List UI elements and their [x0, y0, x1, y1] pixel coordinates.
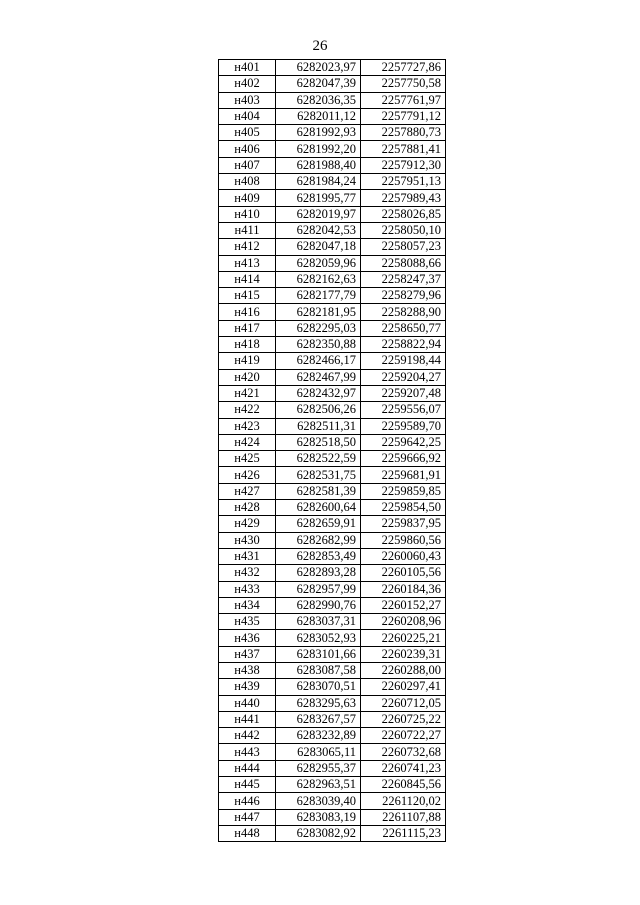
y-coordinate-cell: 2257761,97: [361, 92, 446, 108]
x-coordinate-cell: 6283039,40: [276, 793, 361, 809]
y-coordinate-cell: 2259207,48: [361, 385, 446, 401]
point-id-cell: н430: [219, 532, 276, 548]
table-row: [219, 451, 446, 467]
y-coordinate-cell: 2259860,56: [361, 532, 446, 548]
page-number: 26: [312, 38, 328, 54]
x-coordinate-cell: 6282162,63: [276, 271, 361, 287]
table-row: [219, 516, 446, 532]
point-id-cell: н445: [219, 777, 276, 793]
x-coordinate-cell: 6283087,58: [276, 662, 361, 678]
x-coordinate-cell: 6282350,88: [276, 337, 361, 353]
point-id-cell: н412: [219, 239, 276, 255]
x-coordinate-cell: 6282432,97: [276, 385, 361, 401]
x-coordinate-cell: 6281992,20: [276, 141, 361, 157]
table-row: [219, 190, 446, 206]
table-row: [219, 402, 446, 418]
table-row: [219, 614, 446, 630]
x-coordinate-cell: 6281995,77: [276, 190, 361, 206]
table-row: [219, 744, 446, 760]
x-coordinate-cell: 6282019,97: [276, 206, 361, 222]
x-coordinate-cell: 6282518,50: [276, 434, 361, 450]
x-coordinate-cell: 6282011,12: [276, 108, 361, 124]
point-id-cell: н423: [219, 418, 276, 434]
x-coordinate-cell: 6281984,24: [276, 174, 361, 190]
y-coordinate-cell: 2260152,27: [361, 597, 446, 613]
y-coordinate-cell: 2260288,00: [361, 662, 446, 678]
point-id-cell: н418: [219, 337, 276, 353]
y-coordinate-cell: 2258247,37: [361, 271, 446, 287]
point-id-cell: н419: [219, 353, 276, 369]
y-coordinate-cell: 2260184,36: [361, 581, 446, 597]
y-coordinate-cell: 2259642,25: [361, 434, 446, 450]
table-row: [219, 174, 446, 190]
y-coordinate-cell: 2257727,86: [361, 60, 446, 76]
table-row: [219, 222, 446, 238]
y-coordinate-cell: 2258288,90: [361, 304, 446, 320]
y-coordinate-cell: 2260845,56: [361, 777, 446, 793]
point-id-cell: н434: [219, 597, 276, 613]
y-coordinate-cell: 2259204,27: [361, 369, 446, 385]
y-coordinate-cell: 2258088,66: [361, 255, 446, 271]
y-coordinate-cell: 2259666,92: [361, 451, 446, 467]
x-coordinate-cell: 6282853,49: [276, 548, 361, 564]
table-row: [219, 760, 446, 776]
y-coordinate-cell: 2257989,43: [361, 190, 446, 206]
x-coordinate-cell: 6283083,19: [276, 809, 361, 825]
x-coordinate-cell: 6283052,93: [276, 630, 361, 646]
y-coordinate-cell: 2258279,96: [361, 288, 446, 304]
x-coordinate-cell: 6282955,37: [276, 760, 361, 776]
table-row: [219, 385, 446, 401]
x-coordinate-cell: 6283101,66: [276, 646, 361, 662]
table-row: [219, 418, 446, 434]
table-row: [219, 695, 446, 711]
table-row: [219, 255, 446, 271]
y-coordinate-cell: 2260105,56: [361, 565, 446, 581]
table-row: [219, 777, 446, 793]
table-row: [219, 809, 446, 825]
table-row: [219, 239, 446, 255]
y-coordinate-cell: 2261120,02: [361, 793, 446, 809]
point-id-cell: н410: [219, 206, 276, 222]
table-row: [219, 548, 446, 564]
table-row: [219, 679, 446, 695]
x-coordinate-cell: 6282059,96: [276, 255, 361, 271]
x-coordinate-cell: 6282181,95: [276, 304, 361, 320]
point-id-cell: н429: [219, 516, 276, 532]
table-row: [219, 467, 446, 483]
point-id-cell: н446: [219, 793, 276, 809]
table-row: [219, 353, 446, 369]
y-coordinate-cell: 2257880,73: [361, 125, 446, 141]
point-id-cell: н441: [219, 711, 276, 727]
point-id-cell: н411: [219, 222, 276, 238]
y-coordinate-cell: 2261115,23: [361, 825, 446, 841]
point-id-cell: н432: [219, 565, 276, 581]
table-row: [219, 288, 446, 304]
y-coordinate-cell: 2258050,10: [361, 222, 446, 238]
y-coordinate-cell: 2257881,41: [361, 141, 446, 157]
x-coordinate-cell: 6282023,97: [276, 60, 361, 76]
point-id-cell: н439: [219, 679, 276, 695]
point-id-cell: н443: [219, 744, 276, 760]
x-coordinate-cell: 6281992,93: [276, 125, 361, 141]
y-coordinate-cell: 2259837,95: [361, 516, 446, 532]
y-coordinate-cell: 2259681,91: [361, 467, 446, 483]
y-coordinate-cell: 2260712,05: [361, 695, 446, 711]
table-row: [219, 597, 446, 613]
x-coordinate-cell: 6282659,91: [276, 516, 361, 532]
y-coordinate-cell: 2259859,85: [361, 483, 446, 499]
table-row: [219, 92, 446, 108]
x-coordinate-cell: 6281988,40: [276, 157, 361, 173]
x-coordinate-cell: 6283082,92: [276, 825, 361, 841]
point-id-cell: н447: [219, 809, 276, 825]
point-id-cell: н440: [219, 695, 276, 711]
point-id-cell: н431: [219, 548, 276, 564]
x-coordinate-cell: 6283070,51: [276, 679, 361, 695]
y-coordinate-cell: 2260732,68: [361, 744, 446, 760]
point-id-cell: н436: [219, 630, 276, 646]
point-id-cell: н421: [219, 385, 276, 401]
x-coordinate-cell: 6282511,31: [276, 418, 361, 434]
table-row: [219, 500, 446, 516]
table-row: [219, 793, 446, 809]
y-coordinate-cell: 2257951,13: [361, 174, 446, 190]
point-id-cell: н420: [219, 369, 276, 385]
table-row: [219, 711, 446, 727]
table-row: [219, 76, 446, 92]
point-id-cell: н433: [219, 581, 276, 597]
y-coordinate-cell: 2258057,23: [361, 239, 446, 255]
table-row: [219, 434, 446, 450]
y-coordinate-cell: 2260725,22: [361, 711, 446, 727]
x-coordinate-cell: 6282893,28: [276, 565, 361, 581]
table-row: [219, 369, 446, 385]
point-id-cell: н409: [219, 190, 276, 206]
point-id-cell: н401: [219, 60, 276, 76]
table-row: [219, 125, 446, 141]
table-row: [219, 141, 446, 157]
point-id-cell: н405: [219, 125, 276, 141]
table-row: [219, 728, 446, 744]
point-id-cell: н438: [219, 662, 276, 678]
point-id-cell: н413: [219, 255, 276, 271]
point-id-cell: н407: [219, 157, 276, 173]
y-coordinate-cell: 2257750,58: [361, 76, 446, 92]
y-coordinate-cell: 2260060,43: [361, 548, 446, 564]
x-coordinate-cell: 6282682,99: [276, 532, 361, 548]
x-coordinate-cell: 6282957,99: [276, 581, 361, 597]
y-coordinate-cell: 2260208,96: [361, 614, 446, 630]
y-coordinate-cell: 2260297,41: [361, 679, 446, 695]
table-row: [219, 483, 446, 499]
table-row: [219, 271, 446, 287]
y-coordinate-cell: 2260722,27: [361, 728, 446, 744]
x-coordinate-cell: 6282042,53: [276, 222, 361, 238]
table-row: [219, 630, 446, 646]
x-coordinate-cell: 6283267,57: [276, 711, 361, 727]
y-coordinate-cell: 2259556,07: [361, 402, 446, 418]
point-id-cell: н444: [219, 760, 276, 776]
y-coordinate-cell: 2259589,70: [361, 418, 446, 434]
point-id-cell: н406: [219, 141, 276, 157]
y-coordinate-cell: 2258026,85: [361, 206, 446, 222]
table-row: [219, 646, 446, 662]
x-coordinate-cell: 6283232,89: [276, 728, 361, 744]
point-id-cell: н416: [219, 304, 276, 320]
point-id-cell: н415: [219, 288, 276, 304]
x-coordinate-cell: 6282522,59: [276, 451, 361, 467]
x-coordinate-cell: 6282295,03: [276, 320, 361, 336]
x-coordinate-cell: 6282506,26: [276, 402, 361, 418]
point-id-cell: н408: [219, 174, 276, 190]
point-id-cell: н428: [219, 500, 276, 516]
point-id-cell: н448: [219, 825, 276, 841]
y-coordinate-cell: 2260239,31: [361, 646, 446, 662]
point-id-cell: н425: [219, 451, 276, 467]
point-id-cell: н435: [219, 614, 276, 630]
y-coordinate-cell: 2260741,23: [361, 760, 446, 776]
x-coordinate-cell: 6282036,35: [276, 92, 361, 108]
point-id-cell: н424: [219, 434, 276, 450]
table-row: [219, 157, 446, 173]
y-coordinate-cell: 2261107,88: [361, 809, 446, 825]
y-coordinate-cell: 2260225,21: [361, 630, 446, 646]
table-row: [219, 337, 446, 353]
point-id-cell: н403: [219, 92, 276, 108]
table-row: [219, 581, 446, 597]
x-coordinate-cell: 6282047,18: [276, 239, 361, 255]
y-coordinate-cell: 2258822,94: [361, 337, 446, 353]
table-row: [219, 662, 446, 678]
point-id-cell: н414: [219, 271, 276, 287]
point-id-cell: н442: [219, 728, 276, 744]
x-coordinate-cell: 6282963,51: [276, 777, 361, 793]
point-id-cell: н427: [219, 483, 276, 499]
point-id-cell: н426: [219, 467, 276, 483]
table-row: [219, 304, 446, 320]
coordinates-table: [218, 59, 446, 842]
x-coordinate-cell: 6282177,79: [276, 288, 361, 304]
x-coordinate-cell: 6282990,76: [276, 597, 361, 613]
x-coordinate-cell: 6282600,64: [276, 500, 361, 516]
table-row: [219, 320, 446, 336]
y-coordinate-cell: 2259198,44: [361, 353, 446, 369]
table-row: [219, 60, 446, 76]
x-coordinate-cell: 6282531,75: [276, 467, 361, 483]
point-id-cell: н437: [219, 646, 276, 662]
x-coordinate-cell: 6283065,11: [276, 744, 361, 760]
x-coordinate-cell: 6282467,99: [276, 369, 361, 385]
point-id-cell: н402: [219, 76, 276, 92]
table-row: [219, 532, 446, 548]
table-row: [219, 565, 446, 581]
y-coordinate-cell: 2258650,77: [361, 320, 446, 336]
x-coordinate-cell: 6282047,39: [276, 76, 361, 92]
x-coordinate-cell: 6282581,39: [276, 483, 361, 499]
x-coordinate-cell: 6283295,63: [276, 695, 361, 711]
y-coordinate-cell: 2257791,12: [361, 108, 446, 124]
point-id-cell: н422: [219, 402, 276, 418]
x-coordinate-cell: 6283037,31: [276, 614, 361, 630]
y-coordinate-cell: 2257912,30: [361, 157, 446, 173]
point-id-cell: н404: [219, 108, 276, 124]
y-coordinate-cell: 2259854,50: [361, 500, 446, 516]
table-row: [219, 825, 446, 841]
x-coordinate-cell: 6282466,17: [276, 353, 361, 369]
table-row: [219, 108, 446, 124]
coordinates-table-body: [219, 60, 446, 842]
point-id-cell: н417: [219, 320, 276, 336]
table-row: [219, 206, 446, 222]
